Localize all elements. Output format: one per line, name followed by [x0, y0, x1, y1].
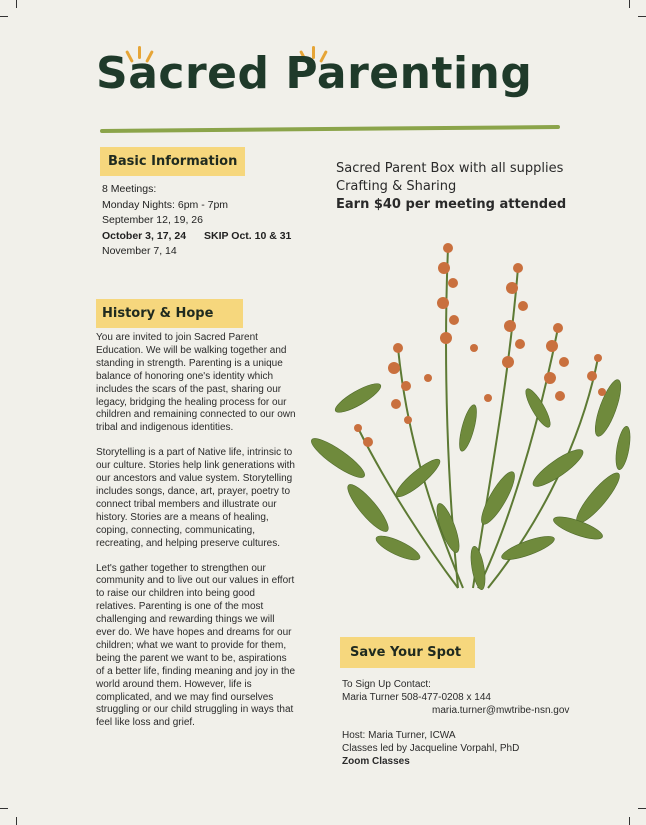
contact-name-phone: Maria Turner 508-477-0208 x 144: [342, 692, 491, 703]
page-title: Sacred Parenting: [96, 48, 533, 99]
crop-mark: [0, 16, 8, 17]
save-your-spot-heading: Save Your Spot: [340, 637, 475, 668]
crop-mark: [638, 16, 646, 17]
info-line: November 7, 14: [102, 245, 177, 257]
crop-mark: [16, 817, 17, 825]
contact-label: To Sign Up Contact:: [342, 679, 431, 690]
info-line: 8 Meetings:: [102, 183, 157, 195]
skip-dates: SKIP Oct. 10 & 31: [204, 229, 292, 242]
sage-plant-illustration: [298, 228, 638, 598]
perks-list: [336, 160, 566, 214]
perk-item: Sacred Parent Box with all supplies: [336, 161, 564, 176]
info-line: September 12, 19, 26: [102, 214, 203, 226]
info-line: Monday Nights: 6pm - 7pm: [102, 198, 229, 211]
title-underline: [100, 125, 560, 133]
history-hope-heading: History & Hope: [96, 299, 243, 328]
class-format: Zoom Classes: [342, 756, 410, 767]
basic-information-details: [102, 182, 291, 260]
october-dates: October 3, 17, 24: [102, 229, 187, 242]
perk-item: Earn $40 per meeting attended: [336, 197, 567, 212]
crop-mark: [0, 808, 8, 809]
info-line-october: [102, 229, 291, 245]
led-by-line: Classes led by Jacqueline Vorpahl, PhD: [342, 743, 520, 754]
history-paragraph: Storytelling is a part of Native life, intrinsic to our culture. Stories help link generations with our ancestors and value system. Storytelling includes songs, dance, art, prayer, poetry to connect tribal members and illustrate our history. Stories are a means of healing, coping, connecting, communicating, recreating, and helping preserve cultures.: [96, 447, 295, 549]
crop-mark: [629, 817, 630, 825]
contact-email[interactable]: maria.turner@mwtribe-nsn.gov: [432, 705, 570, 716]
basic-information-heading: Basic Information: [100, 147, 245, 176]
crop-mark: [638, 808, 646, 809]
perk-item: Crafting & Sharing: [336, 179, 457, 194]
history-paragraph: You are invited to join Sacred Parent Education. We will be walking together and standing in strength. Parenting is a unique balance of honoring one's identity which includes the scars of the past, sharing our legacy, bridging the healing process for our children and remaining connected to our own tribal and indigenous identities.: [96, 332, 296, 434]
crop-mark: [629, 0, 630, 8]
history-body: [96, 332, 296, 742]
crop-mark: [16, 0, 17, 8]
history-paragraph: Let's gather together to strengthen our community and to live out our values in effort to raise our children into being good relatives. Parenting is one of the most challenging and rewarding things we will ever do. We have hopes and dreams for our children; what we want to provide for them, being the parent we want to be, aspirations of a better life, finding meaning and joy in the world around them. However, life is complicated, and we may find ourselves struggling or our child struggling in ways that feel like loss and grief.: [96, 562, 296, 729]
signup-contact: [342, 678, 569, 768]
host-line: Host: Maria Turner, ICWA: [342, 730, 456, 741]
